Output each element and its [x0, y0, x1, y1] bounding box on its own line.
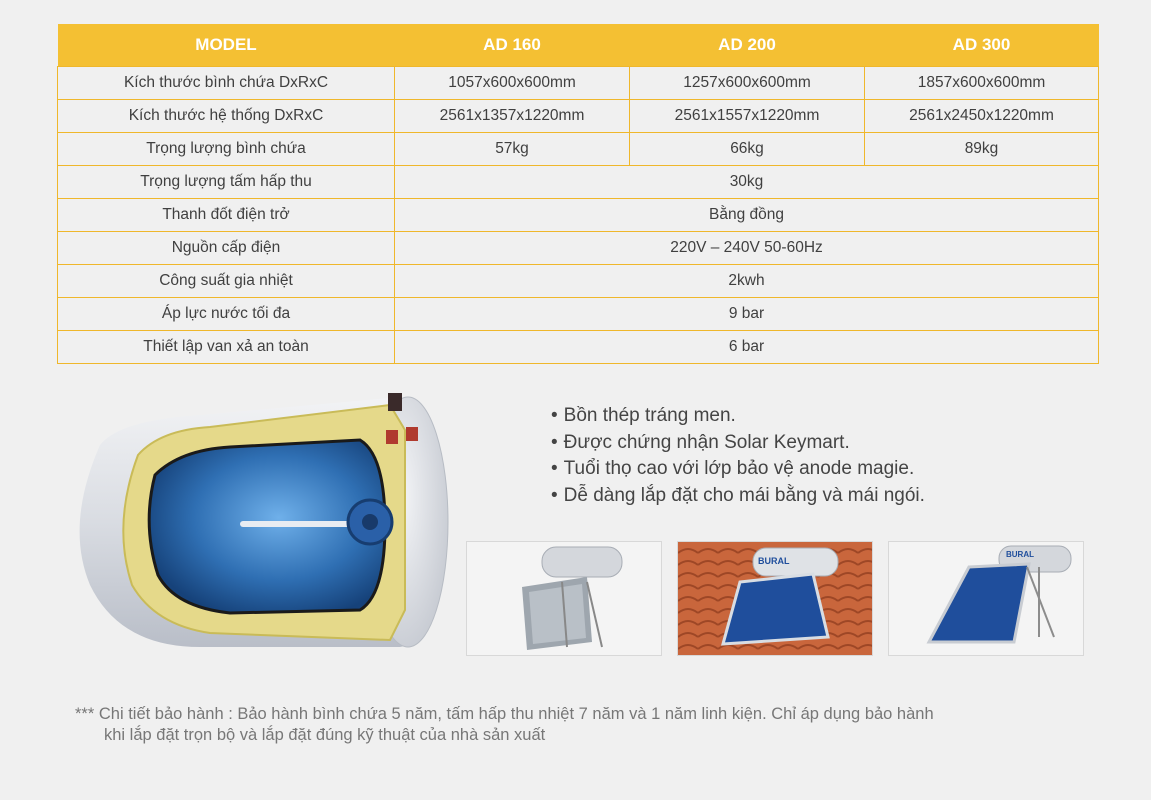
row-label: Nguồn cấp điện: [58, 232, 395, 265]
row-label: Thanh đốt điện trở: [58, 199, 395, 232]
feature-text: Bồn thép tráng men.: [563, 405, 736, 426]
cell-value-merged: 220V – 240V 50-60Hz: [395, 232, 1099, 265]
photo-ground-installation: [888, 541, 1084, 656]
bullet-dot: •: [551, 405, 558, 426]
brand-logo: BURAL: [1006, 550, 1034, 559]
photo-flat-roof-installation: [466, 541, 662, 656]
table-header-row: [58, 24, 1099, 67]
spec-table: [57, 24, 1099, 364]
cell-value: 57kg: [395, 133, 630, 166]
table-row: [58, 265, 1099, 298]
warranty-note: [75, 704, 1095, 746]
row-label: Trọng lượng tấm hấp thu: [58, 166, 395, 199]
bullet-dot: •: [551, 484, 558, 506]
feature-text: Tuổi thọ cao với lớp bảo vệ anode magie.: [563, 458, 915, 479]
table-row: [58, 298, 1099, 331]
brand-logo: BURAL: [758, 556, 790, 566]
feature-item: [551, 403, 925, 430]
note-line1: Chi tiết bảo hành : Bảo hành bình chứa 5 năm, tấm hấp thu nhiệt 7 năm và 1 năm linh kiện. Chỉ áp dụng bảo hành: [98, 705, 934, 723]
cell-value: 1857x600x600mm: [865, 67, 1099, 100]
bullet-dot: •: [551, 458, 558, 479]
feature-item: [551, 456, 925, 483]
note-line2: khi lắp đặt trọn bộ và lắp đặt đúng kỹ thuật của nhà sản xuất: [104, 726, 546, 744]
note-prefix: ***: [75, 705, 95, 723]
cell-value-merged: 6 bar: [395, 331, 1099, 364]
row-label: Kích thước bình chứa DxRxC: [58, 67, 395, 100]
cell-value-merged: 30kg: [395, 166, 1099, 199]
cell-value: 2561x1557x1220mm: [630, 100, 865, 133]
feature-item: [551, 430, 925, 457]
table-row: [58, 67, 1099, 100]
row-label: Công suất gia nhiệt: [58, 265, 395, 298]
tank-cutaway-illustration: [60, 385, 460, 665]
cell-value: 1057x600x600mm: [395, 67, 630, 100]
cell-value: 1257x600x600mm: [630, 67, 865, 100]
table-row: [58, 199, 1099, 232]
row-label: Thiết lập van xả an toàn: [58, 331, 395, 364]
table-row: [58, 133, 1099, 166]
table-row: [58, 331, 1099, 364]
cell-value: 2561x2450x1220mm: [865, 100, 1099, 133]
table-row: [58, 232, 1099, 265]
table-row: [58, 166, 1099, 199]
cell-value: 89kg: [865, 133, 1099, 166]
feature-item: [551, 483, 925, 510]
photo-tile-roof-installation: [677, 541, 873, 656]
table-row: [58, 100, 1099, 133]
header-model: MODEL: [58, 24, 395, 67]
header-ad300: AD 300: [865, 24, 1099, 67]
cell-value: 66kg: [630, 133, 865, 166]
cell-value: 2561x1357x1220mm: [395, 100, 630, 133]
row-label: Áp lực nước tối đa: [58, 298, 395, 331]
cell-value-merged: 9 bar: [395, 298, 1099, 331]
feature-text: Được chứng nhận Solar Keymart.: [563, 431, 850, 453]
header-ad200: AD 200: [630, 24, 865, 67]
feature-text: Dễ dàng lắp đặt cho mái bằng và mái ngói.: [563, 484, 925, 506]
cell-value-merged: Bằng đồng: [395, 199, 1099, 232]
row-label: Kích thước hệ thống DxRxC: [58, 100, 395, 133]
bullet-dot: •: [551, 431, 558, 453]
feature-list: [551, 403, 925, 509]
cell-value-merged: 2kwh: [395, 265, 1099, 298]
row-label: Trọng lượng bình chứa: [58, 133, 395, 166]
header-ad160: AD 160: [395, 24, 630, 67]
